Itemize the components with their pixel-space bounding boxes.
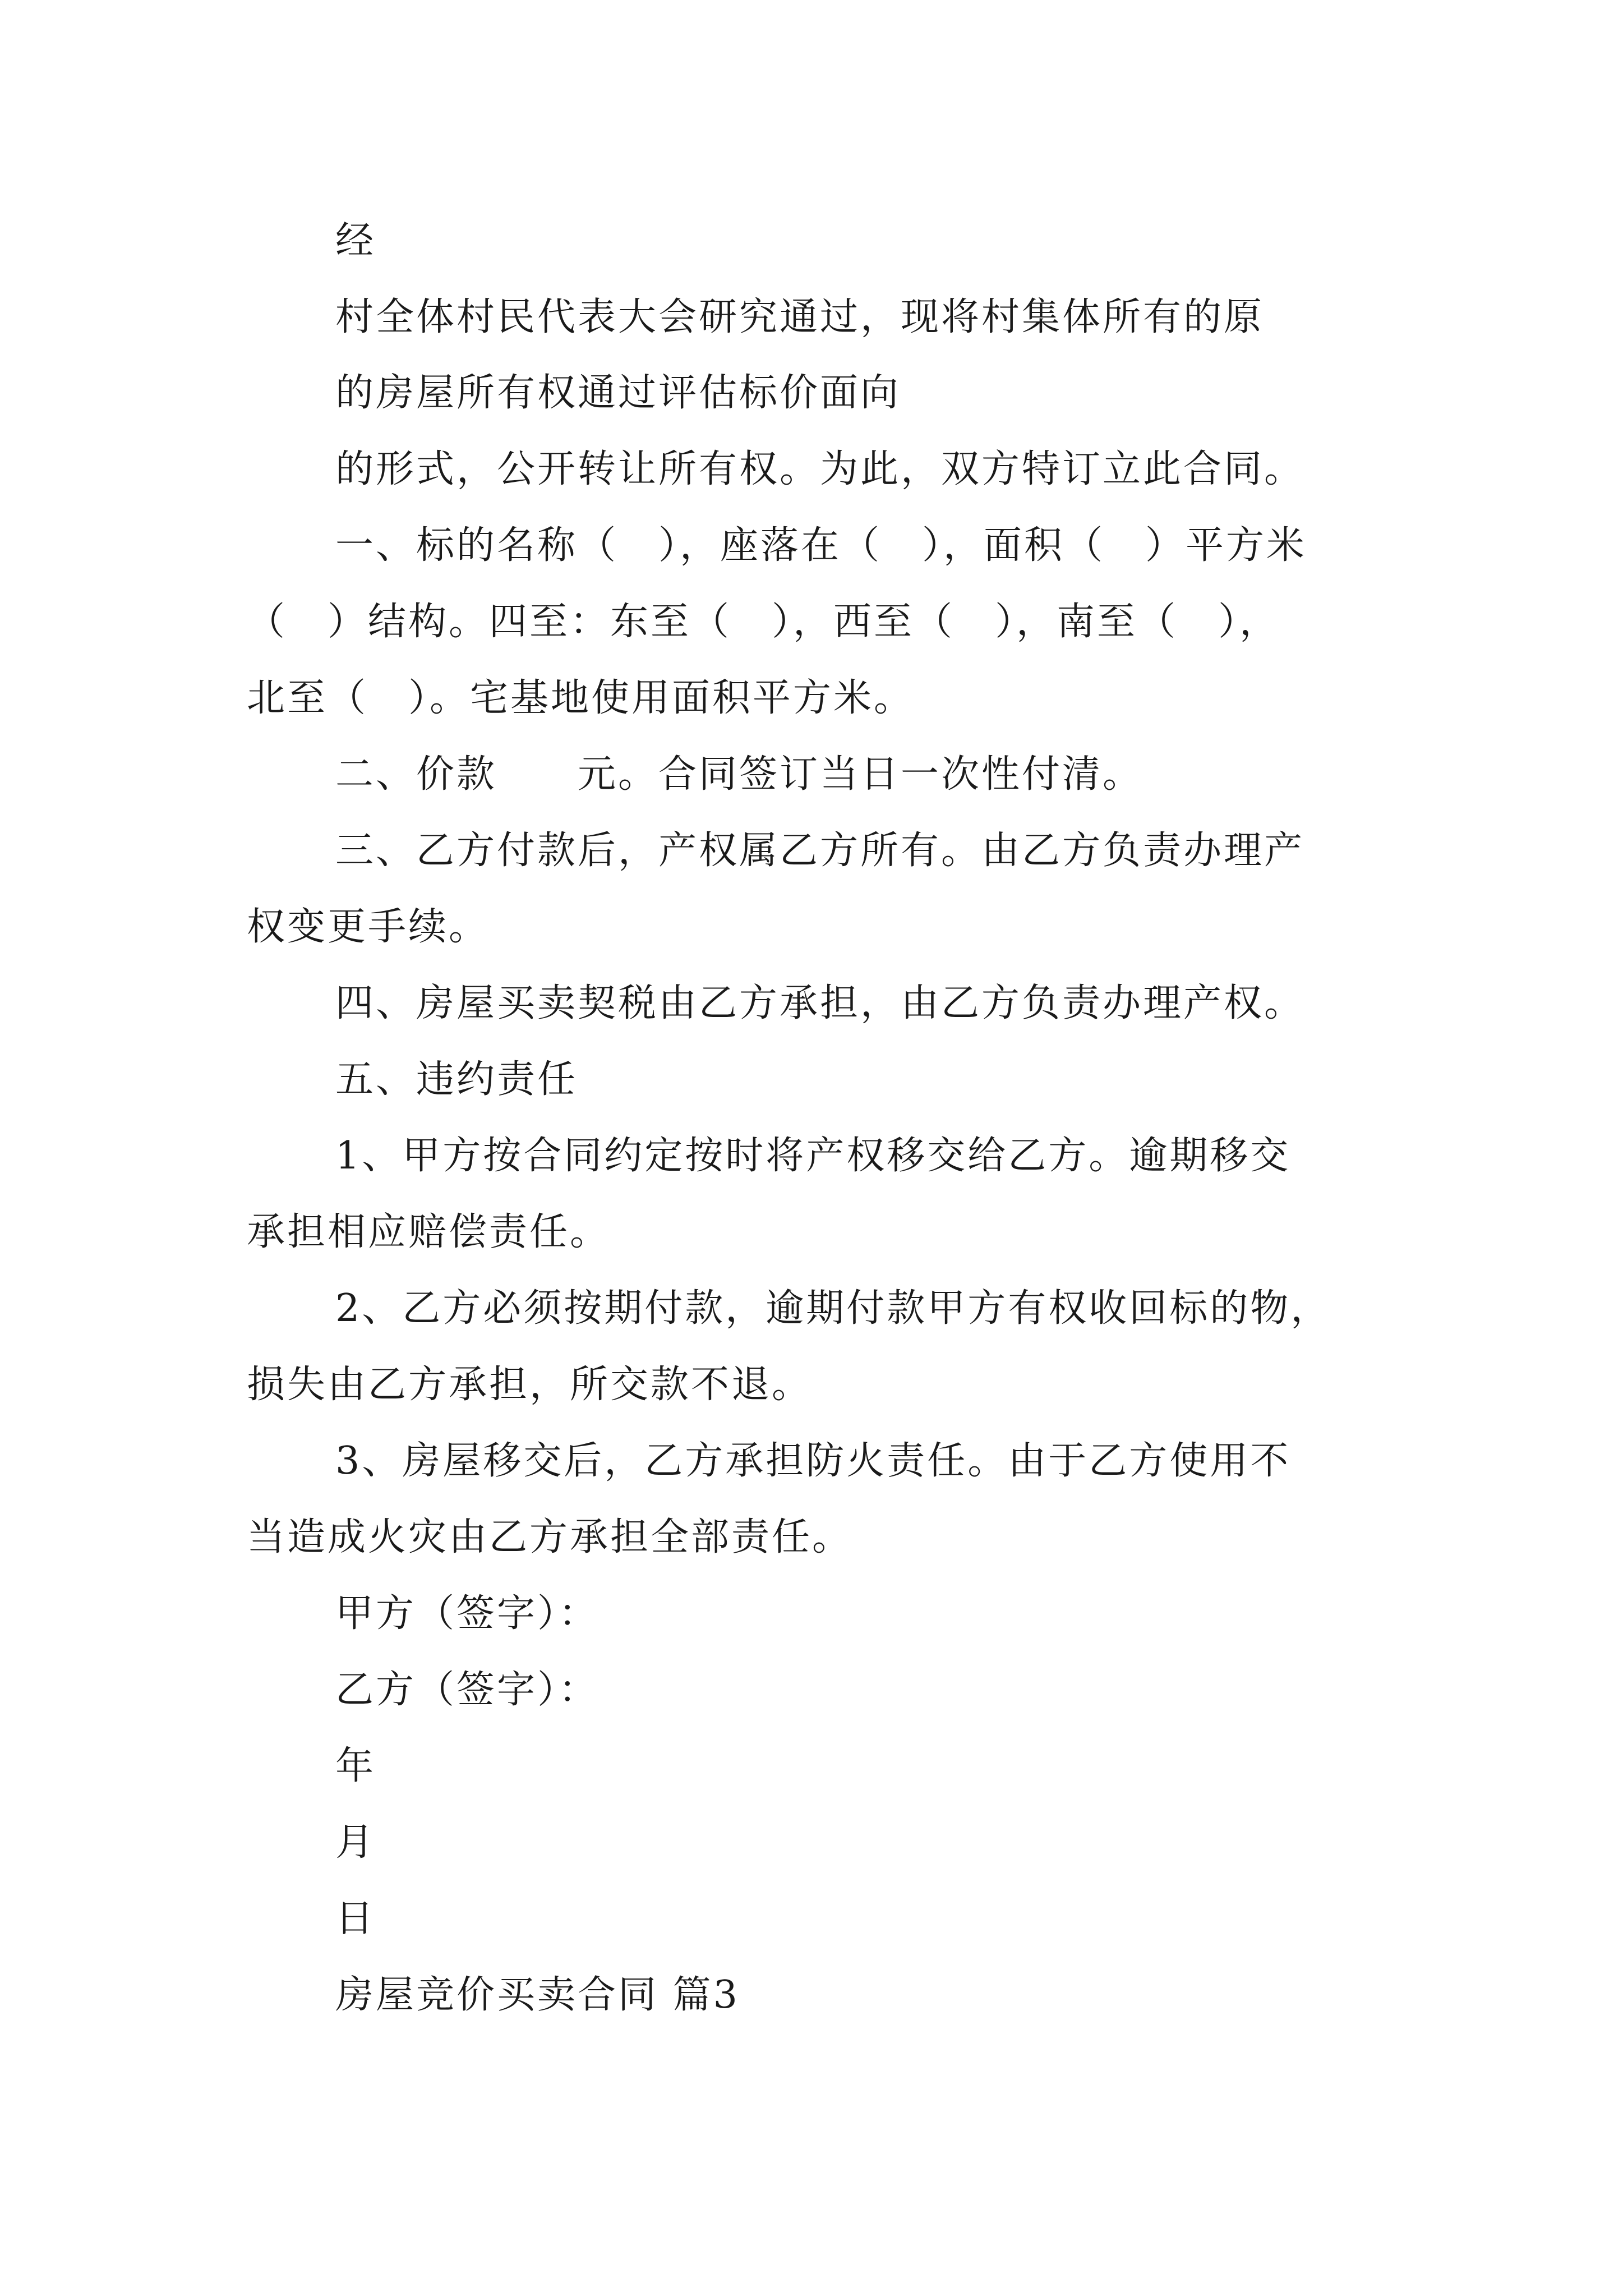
text-line-5: 一、标的名称（ ），座落在（ ），面积（ ）平方米 <box>335 523 1307 568</box>
text-line-9: 三、乙方付款后，产权属乙方所有。由乙方负责办理产 <box>335 829 1305 873</box>
text-line-19: 甲方（签字）： <box>335 1591 600 1636</box>
text-line-20: 乙方（签字）： <box>335 1668 600 1712</box>
text-line-22: 月 <box>335 1820 376 1865</box>
text-line-4: 的形式，公开转让所有权。为此，双方特订立此合同。 <box>335 447 1305 491</box>
text-line-8: 二、价款 元。合同签订当日一次性付清。 <box>335 752 1144 797</box>
text-line-7: 北至（ ）。宅基地使用面积平方米。 <box>247 676 915 720</box>
text-line-14: 承担相应赔偿责任。 <box>247 1210 611 1254</box>
text-line-13: 1、甲方按合同约定按时将产权移交给乙方。逾期移交 <box>335 1134 1291 1178</box>
text-line-10: 权变更手续。 <box>247 905 490 949</box>
text-line-11: 四、房屋买卖契税由乙方承担，由乙方负责办理产权。 <box>335 981 1305 1025</box>
text-line-18: 当造成火灾由乙方承担全部责任。 <box>247 1515 853 1559</box>
text-line-17: 3、房屋移交后，乙方承担防火责任。由于乙方使用不 <box>335 1439 1291 1483</box>
text-line-23: 日 <box>335 1897 376 1941</box>
text-line-3: 的房屋所有权通过评估标价面向 <box>335 371 901 415</box>
text-line-12: 五、违约责任 <box>335 1057 578 1102</box>
text-line-6: （ ）结构。四至：东至（ ），西至（ ），南至（ ）， <box>247 600 1280 644</box>
text-line-1: 经 <box>335 219 376 263</box>
text-line-16: 损失由乙方承担，所交款不退。 <box>247 1363 813 1407</box>
text-line-15: 2、乙方必须按期付款，逾期付款甲方有权收回标的物， <box>335 1286 1331 1331</box>
section-title: 房屋竞价买卖合同 篇3 <box>335 1973 740 2017</box>
text-line-21: 年 <box>335 1744 376 1788</box>
text-line-2: 村全体村民代表大会研究通过，现将村集体所有的原 <box>335 295 1265 339</box>
